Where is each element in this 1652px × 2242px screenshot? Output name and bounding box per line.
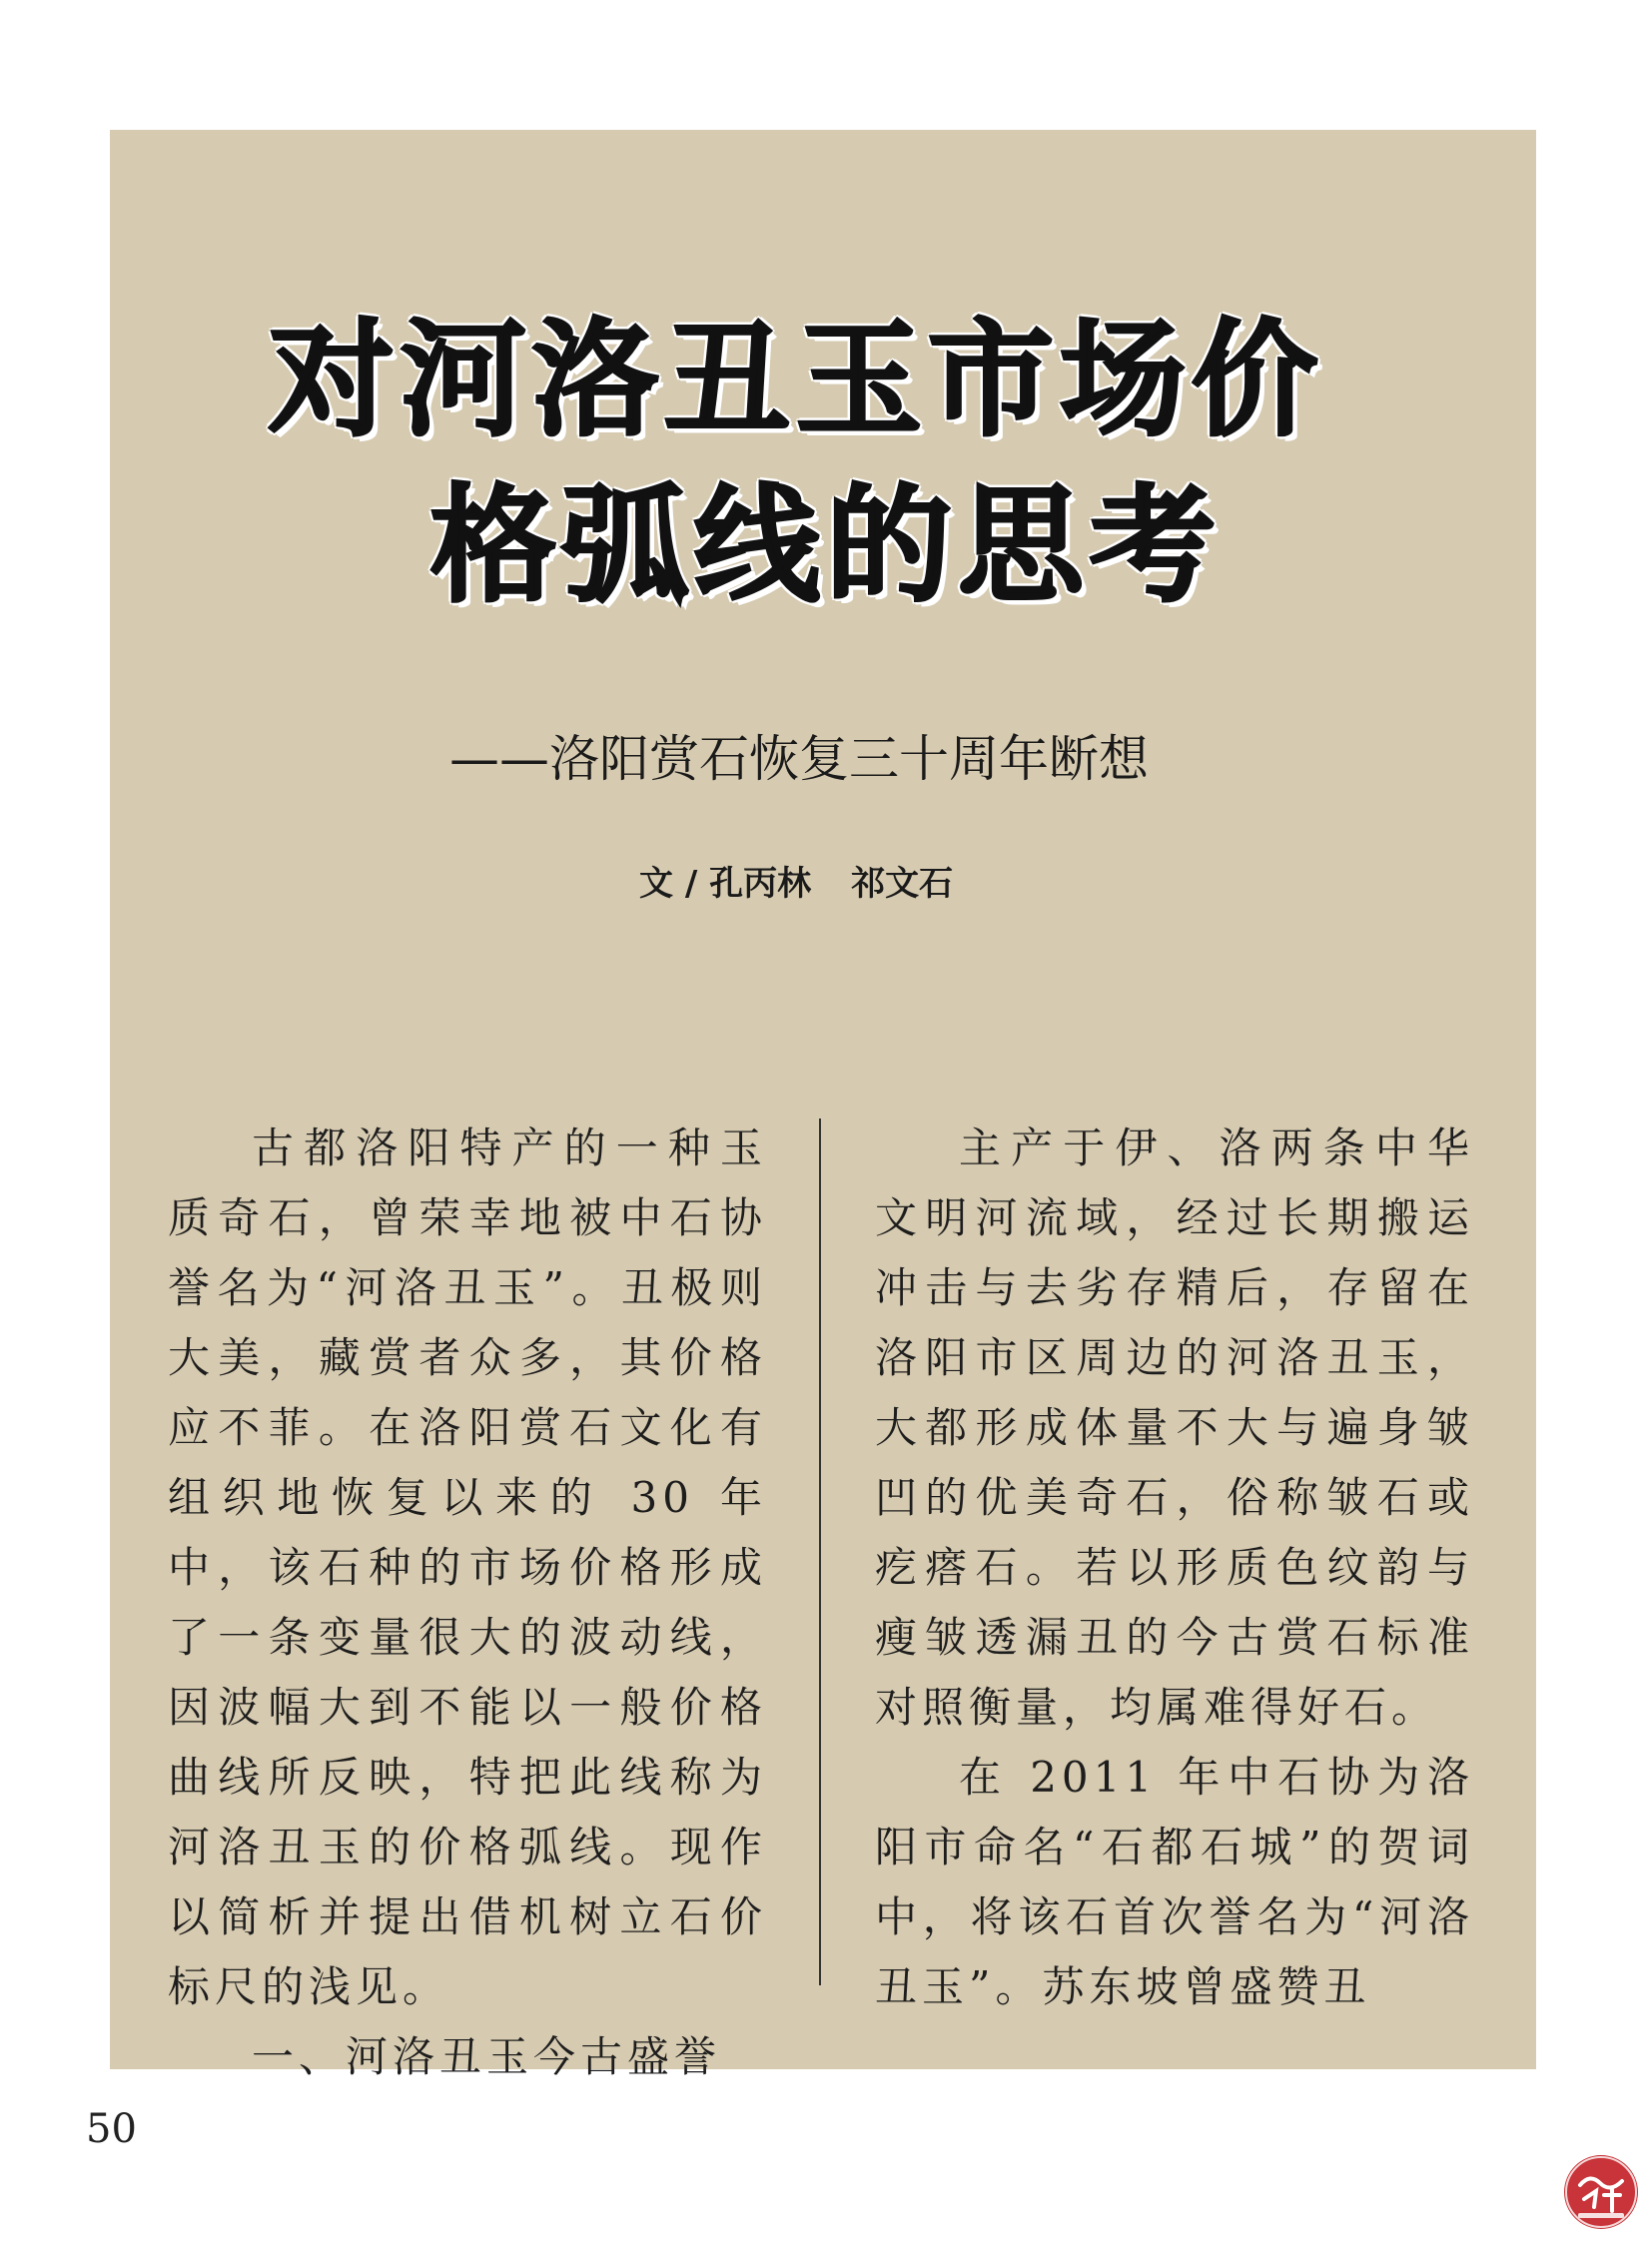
column-divider [819,1119,821,1985]
body-right-column [875,1114,1474,2022]
article-title-line-1: 对河洛丑玉市场价 [269,307,1323,453]
section-heading: 一、河洛丑玉今古盛誉 [252,2032,722,2081]
article-title-line-2: 格弧线的思考 [430,472,1222,619]
byline-second-author: 祁文石 [851,864,954,904]
seal-logo-icon [1564,2155,1638,2229]
byline-first-author: 文 / 孔丙林 [639,864,812,904]
body-paragraph: 在 2011 年中石协为洛阳市命名“石都石城”的贺词中，将该石首次誉名为“河洛丑玉”。苏东坡曾盛赞丑 [875,1753,1474,2011]
body-paragraph: 古都洛阳特产的一种玉质奇石，曾荣幸地被中石协誉名为“河洛丑玉”。丑极则大美，藏赏者众多，其价格应不菲。在洛阳赏石文化有组织地恢复以来的 30 年中，该石种的市场价格形成了一条变量很大的波动线，因波幅大到不能以一般价格曲线所反映，特把此线称为河洛丑玉的价格弧线。现作以简析并提出借机树立石价标尺的浅见。 [168,1123,767,2011]
article-byline [639,864,954,904]
watermark-seal-logo [1564,2155,1638,2229]
article-subtitle: ——洛阳赏石恢复三十周年断想 [449,730,1149,788]
page-number: 50 [86,2106,137,2152]
body-paragraph: 主产于伊、洛两条中华文明河流域，经过长期搬运冲击与去劣存精后，存留在洛阳市区周边的河洛丑玉，大都形成体量不大与遍身皱凹的优美奇石，俗称皱石或疙瘩石。若以形质色纹韵与瘦皱透漏丑的今古赏石标准对照衡量，均属难得好石。 [875,1123,1474,1732]
body-left-column [168,1114,767,2092]
